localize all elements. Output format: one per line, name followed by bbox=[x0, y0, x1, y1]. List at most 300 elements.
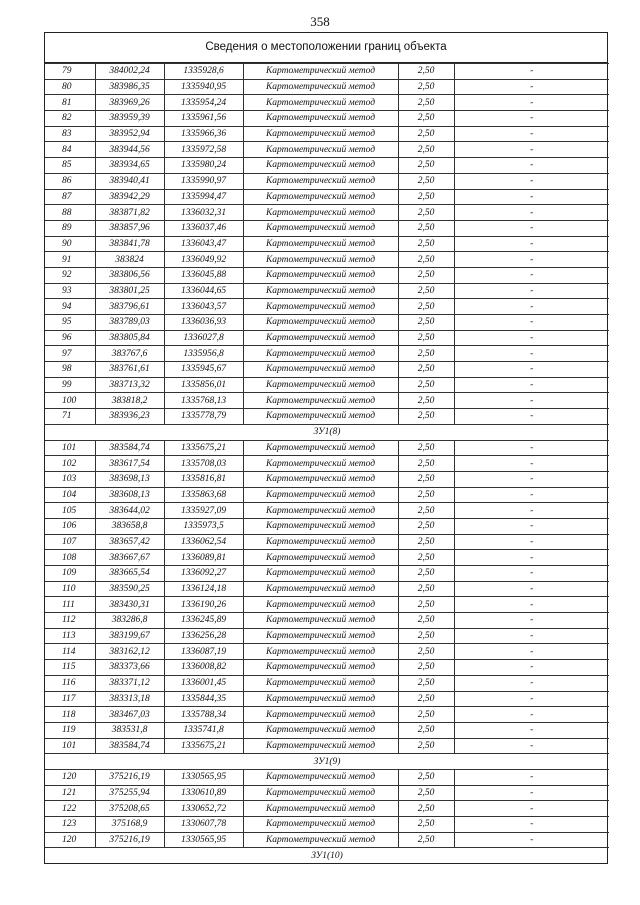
y-coordinate-cell: 1335768,13 bbox=[164, 393, 243, 409]
method-cell: Картометрический метод bbox=[243, 534, 398, 550]
point-number-cell: 91 bbox=[45, 252, 95, 268]
accuracy-cell: 2,50 bbox=[398, 487, 454, 503]
x-coordinate-cell: 383801,25 bbox=[95, 283, 164, 299]
y-coordinate-cell: 1336027,8 bbox=[164, 330, 243, 346]
method-cell: Картометрический метод bbox=[243, 518, 398, 534]
x-coordinate-cell: 383796,61 bbox=[95, 299, 164, 315]
section-row bbox=[45, 754, 609, 770]
y-coordinate-cell: 1335844,35 bbox=[164, 691, 243, 707]
x-coordinate-cell: 383959,39 bbox=[95, 111, 164, 127]
y-coordinate-cell: 1330607,78 bbox=[164, 817, 243, 833]
point-number-cell: 106 bbox=[45, 518, 95, 534]
y-coordinate-cell: 1336245,89 bbox=[164, 613, 243, 629]
table-row bbox=[45, 440, 609, 456]
method-cell: Картометрический метод bbox=[243, 440, 398, 456]
point-number-cell: 90 bbox=[45, 236, 95, 252]
x-coordinate-cell: 383871,82 bbox=[95, 205, 164, 221]
method-cell: Картометрический метод bbox=[243, 738, 398, 754]
y-coordinate-cell: 1335990,97 bbox=[164, 173, 243, 189]
accuracy-cell: 2,50 bbox=[398, 158, 454, 174]
note-cell: - bbox=[454, 769, 609, 785]
section-label: ЗУ1(8) bbox=[45, 424, 609, 440]
accuracy-cell: 2,50 bbox=[398, 220, 454, 236]
note-cell: - bbox=[454, 456, 609, 472]
y-coordinate-cell: 1336087,19 bbox=[164, 644, 243, 660]
x-coordinate-cell: 383608,13 bbox=[95, 487, 164, 503]
note-cell: - bbox=[454, 581, 609, 597]
note-cell: - bbox=[454, 440, 609, 456]
note-cell: - bbox=[454, 660, 609, 676]
point-number-cell: 92 bbox=[45, 267, 95, 283]
table-row bbox=[45, 158, 609, 174]
accuracy-cell: 2,50 bbox=[398, 707, 454, 723]
note-cell: - bbox=[454, 330, 609, 346]
note-cell: - bbox=[454, 722, 609, 738]
y-coordinate-cell: 1336045,88 bbox=[164, 267, 243, 283]
accuracy-cell: 2,50 bbox=[398, 785, 454, 801]
table-row bbox=[45, 205, 609, 221]
note-cell: - bbox=[454, 79, 609, 95]
point-number-cell: 101 bbox=[45, 440, 95, 456]
method-cell: Картометрический метод bbox=[243, 566, 398, 582]
point-number-cell: 93 bbox=[45, 283, 95, 299]
method-cell: Картометрический метод bbox=[243, 220, 398, 236]
x-coordinate-cell: 383761,61 bbox=[95, 362, 164, 378]
table-row bbox=[45, 628, 609, 644]
method-cell: Картометрический метод bbox=[243, 64, 398, 80]
point-number-cell: 85 bbox=[45, 158, 95, 174]
table-row bbox=[45, 738, 609, 754]
method-cell: Картометрический метод bbox=[243, 142, 398, 158]
table-title: Сведения о местоположении границ объекта bbox=[45, 33, 607, 63]
point-number-cell: 101 bbox=[45, 738, 95, 754]
x-coordinate-cell: 383371,12 bbox=[95, 675, 164, 691]
x-coordinate-cell: 383617,54 bbox=[95, 456, 164, 472]
y-coordinate-cell: 1335961,56 bbox=[164, 111, 243, 127]
point-number-cell: 87 bbox=[45, 189, 95, 205]
boundary-table-frame bbox=[44, 32, 608, 864]
point-number-cell: 119 bbox=[45, 722, 95, 738]
x-coordinate-cell: 383806,56 bbox=[95, 267, 164, 283]
point-number-cell: 108 bbox=[45, 550, 95, 566]
point-number-cell: 123 bbox=[45, 817, 95, 833]
method-cell: Картометрический метод bbox=[243, 613, 398, 629]
note-cell: - bbox=[454, 173, 609, 189]
table-row bbox=[45, 801, 609, 817]
x-coordinate-cell: 375208,65 bbox=[95, 801, 164, 817]
table-row bbox=[45, 409, 609, 425]
table-row bbox=[45, 691, 609, 707]
note-cell: - bbox=[454, 707, 609, 723]
x-coordinate-cell: 383590,25 bbox=[95, 581, 164, 597]
note-cell: - bbox=[454, 362, 609, 378]
point-number-cell: 122 bbox=[45, 801, 95, 817]
method-cell: Картометрический метод bbox=[243, 581, 398, 597]
note-cell: - bbox=[454, 95, 609, 111]
accuracy-cell: 2,50 bbox=[398, 581, 454, 597]
method-cell: Картометрический метод bbox=[243, 362, 398, 378]
note-cell: - bbox=[454, 283, 609, 299]
point-number-cell: 86 bbox=[45, 173, 95, 189]
note-cell: - bbox=[454, 518, 609, 534]
method-cell: Картометрический метод bbox=[243, 393, 398, 409]
y-coordinate-cell: 1330565,95 bbox=[164, 832, 243, 848]
accuracy-cell: 2,50 bbox=[398, 267, 454, 283]
method-cell: Картометрический метод bbox=[243, 644, 398, 660]
note-cell: - bbox=[454, 566, 609, 582]
method-cell: Картометрический метод bbox=[243, 236, 398, 252]
accuracy-cell: 2,50 bbox=[398, 409, 454, 425]
table-row bbox=[45, 518, 609, 534]
note-cell: - bbox=[454, 205, 609, 221]
method-cell: Картометрический метод bbox=[243, 173, 398, 189]
y-coordinate-cell: 1336043,57 bbox=[164, 299, 243, 315]
section-label: ЗУ1(9) bbox=[45, 754, 609, 770]
method-cell: Картометрический метод bbox=[243, 707, 398, 723]
x-coordinate-cell: 375216,19 bbox=[95, 769, 164, 785]
x-coordinate-cell: 375168,9 bbox=[95, 817, 164, 833]
accuracy-cell: 2,50 bbox=[398, 832, 454, 848]
point-number-cell: 94 bbox=[45, 299, 95, 315]
table-row bbox=[45, 362, 609, 378]
table-row bbox=[45, 769, 609, 785]
y-coordinate-cell: 1330652,72 bbox=[164, 801, 243, 817]
x-coordinate-cell: 383584,74 bbox=[95, 440, 164, 456]
method-cell: Картометрический метод bbox=[243, 722, 398, 738]
accuracy-cell: 2,50 bbox=[398, 315, 454, 331]
method-cell: Картометрический метод bbox=[243, 691, 398, 707]
table-row bbox=[45, 79, 609, 95]
point-number-cell: 89 bbox=[45, 220, 95, 236]
y-coordinate-cell: 1330565,95 bbox=[164, 769, 243, 785]
x-coordinate-cell: 383373,66 bbox=[95, 660, 164, 676]
table-row bbox=[45, 126, 609, 142]
accuracy-cell: 2,50 bbox=[398, 189, 454, 205]
x-coordinate-cell: 383162,12 bbox=[95, 644, 164, 660]
y-coordinate-cell: 1335788,34 bbox=[164, 707, 243, 723]
note-cell: - bbox=[454, 487, 609, 503]
table-row bbox=[45, 566, 609, 582]
table-row bbox=[45, 315, 609, 331]
note-cell: - bbox=[454, 628, 609, 644]
point-number-cell: 103 bbox=[45, 471, 95, 487]
accuracy-cell: 2,50 bbox=[398, 393, 454, 409]
table-row bbox=[45, 817, 609, 833]
note-cell: - bbox=[454, 675, 609, 691]
point-number-cell: 116 bbox=[45, 675, 95, 691]
accuracy-cell: 2,50 bbox=[398, 597, 454, 613]
y-coordinate-cell: 1335956,8 bbox=[164, 346, 243, 362]
x-coordinate-cell: 375216,19 bbox=[95, 832, 164, 848]
x-coordinate-cell: 383658,8 bbox=[95, 518, 164, 534]
note-cell: - bbox=[454, 503, 609, 519]
accuracy-cell: 2,50 bbox=[398, 330, 454, 346]
table-row bbox=[45, 377, 609, 393]
point-number-cell: 79 bbox=[45, 64, 95, 80]
method-cell: Картометрический метод bbox=[243, 832, 398, 848]
accuracy-cell: 2,50 bbox=[398, 534, 454, 550]
table-row bbox=[45, 675, 609, 691]
note-cell: - bbox=[454, 299, 609, 315]
x-coordinate-cell: 383841,78 bbox=[95, 236, 164, 252]
table-row bbox=[45, 252, 609, 268]
y-coordinate-cell: 1335954,24 bbox=[164, 95, 243, 111]
accuracy-cell: 2,50 bbox=[398, 64, 454, 80]
note-cell: - bbox=[454, 817, 609, 833]
point-number-cell: 120 bbox=[45, 769, 95, 785]
point-number-cell: 112 bbox=[45, 613, 95, 629]
note-cell: - bbox=[454, 613, 609, 629]
note-cell: - bbox=[454, 158, 609, 174]
y-coordinate-cell: 1335816,81 bbox=[164, 471, 243, 487]
y-coordinate-cell: 1335966,36 bbox=[164, 126, 243, 142]
table-row bbox=[45, 267, 609, 283]
table-row bbox=[45, 346, 609, 362]
accuracy-cell: 2,50 bbox=[398, 769, 454, 785]
table-row bbox=[45, 220, 609, 236]
x-coordinate-cell: 383940,41 bbox=[95, 173, 164, 189]
note-cell: - bbox=[454, 644, 609, 660]
y-coordinate-cell: 1335973,5 bbox=[164, 518, 243, 534]
method-cell: Картометрический метод bbox=[243, 628, 398, 644]
page-number: 358 bbox=[310, 14, 330, 29]
y-coordinate-cell: 1336062,54 bbox=[164, 534, 243, 550]
y-coordinate-cell: 1336256,28 bbox=[164, 628, 243, 644]
accuracy-cell: 2,50 bbox=[398, 252, 454, 268]
accuracy-cell: 2,50 bbox=[398, 566, 454, 582]
method-cell: Картометрический метод bbox=[243, 377, 398, 393]
accuracy-cell: 2,50 bbox=[398, 660, 454, 676]
note-cell: - bbox=[454, 236, 609, 252]
table-row bbox=[45, 597, 609, 613]
point-number-cell: 83 bbox=[45, 126, 95, 142]
note-cell: - bbox=[454, 189, 609, 205]
method-cell: Картометрический метод bbox=[243, 267, 398, 283]
y-coordinate-cell: 1335778,79 bbox=[164, 409, 243, 425]
x-coordinate-cell: 383789,03 bbox=[95, 315, 164, 331]
accuracy-cell: 2,50 bbox=[398, 95, 454, 111]
x-coordinate-cell: 383805,84 bbox=[95, 330, 164, 346]
y-coordinate-cell: 1335708,03 bbox=[164, 456, 243, 472]
coordinates-table bbox=[45, 63, 609, 863]
table-row bbox=[45, 64, 609, 80]
note-cell: - bbox=[454, 393, 609, 409]
section-label: ЗУ1(10) bbox=[45, 848, 609, 863]
accuracy-cell: 2,50 bbox=[398, 126, 454, 142]
accuracy-cell: 2,50 bbox=[398, 283, 454, 299]
x-coordinate-cell: 383667,67 bbox=[95, 550, 164, 566]
table-row bbox=[45, 189, 609, 205]
method-cell: Картометрический метод bbox=[243, 158, 398, 174]
accuracy-cell: 2,50 bbox=[398, 518, 454, 534]
note-cell: - bbox=[454, 738, 609, 754]
accuracy-cell: 2,50 bbox=[398, 613, 454, 629]
accuracy-cell: 2,50 bbox=[398, 628, 454, 644]
y-coordinate-cell: 1336036,93 bbox=[164, 315, 243, 331]
point-number-cell: 118 bbox=[45, 707, 95, 723]
table-row bbox=[45, 581, 609, 597]
y-coordinate-cell: 1335972,58 bbox=[164, 142, 243, 158]
accuracy-cell: 2,50 bbox=[398, 299, 454, 315]
method-cell: Картометрический метод bbox=[243, 330, 398, 346]
accuracy-cell: 2,50 bbox=[398, 691, 454, 707]
section-row bbox=[45, 848, 609, 863]
point-number-cell: 117 bbox=[45, 691, 95, 707]
method-cell: Картометрический метод bbox=[243, 817, 398, 833]
table-row bbox=[45, 550, 609, 566]
point-number-cell: 81 bbox=[45, 95, 95, 111]
point-number-cell: 96 bbox=[45, 330, 95, 346]
x-coordinate-cell: 383313,18 bbox=[95, 691, 164, 707]
point-number-cell: 82 bbox=[45, 111, 95, 127]
x-coordinate-cell: 383430,31 bbox=[95, 597, 164, 613]
y-coordinate-cell: 1335927,09 bbox=[164, 503, 243, 519]
method-cell: Картометрический метод bbox=[243, 299, 398, 315]
table-row bbox=[45, 613, 609, 629]
method-cell: Картометрический метод bbox=[243, 801, 398, 817]
note-cell: - bbox=[454, 550, 609, 566]
y-coordinate-cell: 1335928,6 bbox=[164, 64, 243, 80]
x-coordinate-cell: 383286,8 bbox=[95, 613, 164, 629]
note-cell: - bbox=[454, 785, 609, 801]
note-cell: - bbox=[454, 801, 609, 817]
method-cell: Картометрический метод bbox=[243, 675, 398, 691]
accuracy-cell: 2,50 bbox=[398, 111, 454, 127]
x-coordinate-cell: 383584,74 bbox=[95, 738, 164, 754]
y-coordinate-cell: 1330610,89 bbox=[164, 785, 243, 801]
note-cell: - bbox=[454, 691, 609, 707]
x-coordinate-cell: 383698,13 bbox=[95, 471, 164, 487]
table-row bbox=[45, 299, 609, 315]
accuracy-cell: 2,50 bbox=[398, 817, 454, 833]
y-coordinate-cell: 1335856,01 bbox=[164, 377, 243, 393]
point-number-cell: 107 bbox=[45, 534, 95, 550]
method-cell: Картометрический метод bbox=[243, 189, 398, 205]
table-row bbox=[45, 832, 609, 848]
table-row bbox=[45, 503, 609, 519]
note-cell: - bbox=[454, 220, 609, 236]
note-cell: - bbox=[454, 471, 609, 487]
table-row bbox=[45, 95, 609, 111]
x-coordinate-cell: 383857,96 bbox=[95, 220, 164, 236]
method-cell: Картометрический метод bbox=[243, 456, 398, 472]
method-cell: Картометрический метод bbox=[243, 597, 398, 613]
table-row bbox=[45, 487, 609, 503]
accuracy-cell: 2,50 bbox=[398, 675, 454, 691]
point-number-cell: 120 bbox=[45, 832, 95, 848]
x-coordinate-cell: 384002,24 bbox=[95, 64, 164, 80]
method-cell: Картометрический метод bbox=[243, 126, 398, 142]
accuracy-cell: 2,50 bbox=[398, 503, 454, 519]
accuracy-cell: 2,50 bbox=[398, 471, 454, 487]
y-coordinate-cell: 1335994,47 bbox=[164, 189, 243, 205]
x-coordinate-cell: 383644,02 bbox=[95, 503, 164, 519]
y-coordinate-cell: 1336001,45 bbox=[164, 675, 243, 691]
x-coordinate-cell: 383969,26 bbox=[95, 95, 164, 111]
y-coordinate-cell: 1336008,82 bbox=[164, 660, 243, 676]
y-coordinate-cell: 1336124,18 bbox=[164, 581, 243, 597]
point-number-cell: 110 bbox=[45, 581, 95, 597]
accuracy-cell: 2,50 bbox=[398, 440, 454, 456]
y-coordinate-cell: 1336190,26 bbox=[164, 597, 243, 613]
accuracy-cell: 2,50 bbox=[398, 236, 454, 252]
x-coordinate-cell: 383944,56 bbox=[95, 142, 164, 158]
y-coordinate-cell: 1336032,31 bbox=[164, 205, 243, 221]
accuracy-cell: 2,50 bbox=[398, 456, 454, 472]
table-row bbox=[45, 534, 609, 550]
x-coordinate-cell: 383942,29 bbox=[95, 189, 164, 205]
y-coordinate-cell: 1335675,21 bbox=[164, 738, 243, 754]
x-coordinate-cell: 383767,6 bbox=[95, 346, 164, 362]
method-cell: Картометрический метод bbox=[243, 785, 398, 801]
x-coordinate-cell: 383713,32 bbox=[95, 377, 164, 393]
point-number-cell: 95 bbox=[45, 315, 95, 331]
x-coordinate-cell: 383665,54 bbox=[95, 566, 164, 582]
note-cell: - bbox=[454, 377, 609, 393]
y-coordinate-cell: 1335863,68 bbox=[164, 487, 243, 503]
accuracy-cell: 2,50 bbox=[398, 738, 454, 754]
x-coordinate-cell: 383936,23 bbox=[95, 409, 164, 425]
y-coordinate-cell: 1336037,46 bbox=[164, 220, 243, 236]
table-row bbox=[45, 142, 609, 158]
accuracy-cell: 2,50 bbox=[398, 644, 454, 660]
point-number-cell: 102 bbox=[45, 456, 95, 472]
point-number-cell: 99 bbox=[45, 377, 95, 393]
x-coordinate-cell: 383467,03 bbox=[95, 707, 164, 723]
method-cell: Картометрический метод bbox=[243, 550, 398, 566]
point-number-cell: 104 bbox=[45, 487, 95, 503]
point-number-cell: 115 bbox=[45, 660, 95, 676]
method-cell: Картометрический метод bbox=[243, 503, 398, 519]
method-cell: Картометрический метод bbox=[243, 283, 398, 299]
x-coordinate-cell: 383199,67 bbox=[95, 628, 164, 644]
point-number-cell: 71 bbox=[45, 409, 95, 425]
y-coordinate-cell: 1336043,47 bbox=[164, 236, 243, 252]
accuracy-cell: 2,50 bbox=[398, 362, 454, 378]
method-cell: Картометрический метод bbox=[243, 315, 398, 331]
accuracy-cell: 2,50 bbox=[398, 722, 454, 738]
method-cell: Картометрический метод bbox=[243, 252, 398, 268]
coordinates-table-body bbox=[45, 64, 609, 864]
point-number-cell: 121 bbox=[45, 785, 95, 801]
note-cell: - bbox=[454, 409, 609, 425]
note-cell: - bbox=[454, 534, 609, 550]
point-number-cell: 88 bbox=[45, 205, 95, 221]
point-number-cell: 97 bbox=[45, 346, 95, 362]
method-cell: Картометрический метод bbox=[243, 487, 398, 503]
x-coordinate-cell: 383986,35 bbox=[95, 79, 164, 95]
accuracy-cell: 2,50 bbox=[398, 377, 454, 393]
table-row bbox=[45, 456, 609, 472]
accuracy-cell: 2,50 bbox=[398, 173, 454, 189]
table-row bbox=[45, 330, 609, 346]
point-number-cell: 105 bbox=[45, 503, 95, 519]
table-row bbox=[45, 173, 609, 189]
point-number-cell: 84 bbox=[45, 142, 95, 158]
y-coordinate-cell: 1335945,67 bbox=[164, 362, 243, 378]
method-cell: Картометрический метод bbox=[243, 409, 398, 425]
x-coordinate-cell: 383531,8 bbox=[95, 722, 164, 738]
x-coordinate-cell: 383952,94 bbox=[95, 126, 164, 142]
note-cell: - bbox=[454, 315, 609, 331]
method-cell: Картометрический метод bbox=[243, 471, 398, 487]
method-cell: Картометрический метод bbox=[243, 660, 398, 676]
table-row bbox=[45, 660, 609, 676]
accuracy-cell: 2,50 bbox=[398, 79, 454, 95]
point-number-cell: 109 bbox=[45, 566, 95, 582]
y-coordinate-cell: 1336049,92 bbox=[164, 252, 243, 268]
method-cell: Картометрический метод bbox=[243, 346, 398, 362]
